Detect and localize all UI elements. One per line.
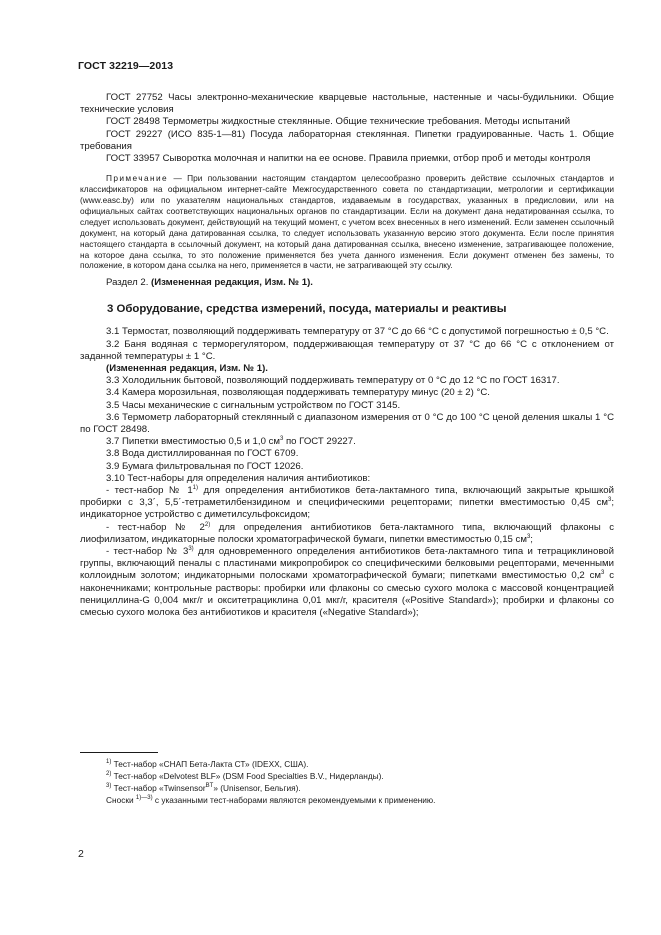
clause-3-8: 3.8 Вода дистиллированная по ГОСТ 6709. (106, 448, 299, 460)
section-3-title: 3 Оборудование, средства измерений, посуда, материалы и реактивы (107, 303, 507, 316)
note-label: Примечание (106, 173, 169, 184)
footnote-mark: 3) (106, 783, 112, 789)
clause-3-10: 3.10 Тест-наборы для определения наличия антибиотиков: (106, 472, 371, 484)
page-number: 2 (78, 848, 84, 860)
test-kit-3-label: - тест-набор № 3 (106, 546, 189, 558)
test-kit-1-tail: ; индикаторное устройство с диметилсульфоксидом; (80, 497, 614, 521)
clause-3-7-tail: по ГОСТ 29227. (283, 436, 356, 448)
test-kit-item-2 (80, 522, 614, 546)
section-ref-prefix: Раздел 2. (106, 277, 152, 289)
footnote-mark: 1) (192, 485, 199, 492)
clause-3-6: 3.6 Термометр лабораторный стеклянный с диапазоном измерения от 0 °С до 100 °С ценой деления шкалы 1 °С по ГОСТ 28498. (80, 411, 614, 435)
section-amendment-line (80, 277, 614, 289)
clause-3-5: 3.5 Часы механические с сигнальным устройством по ГОСТ 3145. (106, 399, 401, 411)
note-paragraph (80, 173, 614, 271)
clause-3-4: 3.4 Камера морозильная, позволяющая поддерживать температуру минус (20 ± 2) °С. (106, 387, 490, 399)
superscript: 1)—3) (135, 795, 153, 801)
footnote-note-text: Сноски (106, 795, 136, 805)
footnotes (80, 758, 614, 806)
test-kit-2-text: для определения антибиотиков бета-лактамного типа, включающий флаконы с лиофилизатом, индикаторные полоски хроматографической бумаги, пипетки вместимостью 0,15 см (80, 521, 614, 545)
superscript: 3 (600, 570, 605, 577)
superscript: 3 (279, 436, 284, 443)
amendment-note: (Измененная редакция, Изм. № 1). (106, 362, 268, 374)
test-kit-item-1 (80, 485, 614, 522)
superscript: BT (205, 783, 214, 789)
footnote-2 (80, 770, 614, 782)
footnote-mark: 2) (106, 771, 112, 777)
reference-item: ГОСТ 29227 (ИСО 835-1—81) Посуда лабораторная стеклянная. Пипетки градуированные. Часть 1. Общие требования (80, 128, 614, 152)
footnote-3-tail: » (Unisensor, Бельгия). (213, 783, 301, 793)
footnote-1-text: Тест-набор «СНАП Бета-Лакта СТ» (IDEXX, США). (111, 759, 309, 769)
clause-3-1: 3.1 Термостат, позволяющий поддерживать температуру от 37 °С до 66 °С с допустимой погрешностью ± 0,5 °С. (106, 326, 609, 338)
clause-3-9: 3.9 Бумага фильтровальная по ГОСТ 12026. (106, 460, 304, 472)
clause-3-7-text: 3.7 Пипетки вместимостью 0,5 и 1,0 см (106, 436, 280, 448)
section-ref-amendment: (Измененная редакция, Изм. № 1). (151, 277, 313, 289)
test-kit-1-text: для определения антибиотиков бета-лактамного типа, включающий закрытые крышкой пробирки с 3,3´, 5,5´-тетраметилбензидином и специфическими рецепторами; пипетки вместимостью 0,45 см (80, 485, 614, 509)
superscript: 3 (526, 533, 531, 540)
reference-item: ГОСТ 28498 Термометры жидкостные стеклянные. Общие технические требования. Методы испытаний (106, 116, 571, 128)
normative-references-list (80, 92, 614, 165)
test-kit-3-text: для одновременного определения антибиотиков бета-лактамного типа и тетрациклиновой группы, включающий пеналы с пластинами микропробирок со специфическими белковыми рецепторами, меченными коллоидным золотом; индикаторными полосками хроматографической бумаги; пипетками вместимостью 0,2 см (80, 546, 614, 582)
clause-3-2: 3.2 Баня водяная с терморегулятором, поддерживающая температуру от 37 °С до 66 °С с отклонением от заданной температуры ± 1 °С. (80, 338, 614, 362)
test-kit-3-tail: с наконечниками; контрольные растворы: пробирки или флаконы со смесью сухого молока с массовой концентрацией пенициллина-G 0,004 мкг/г и окситетрациклина 0,01 мкг/г, красителя («Positive Standard»); пробирки и флаконы со смесью сухого молока без антибиотиков и красителя («Negative Standard»); (80, 570, 614, 619)
section-3-body (80, 326, 614, 619)
footnote-1 (80, 758, 614, 770)
reference-item: ГОСТ 33957 Сыворотка молочная и напитки на ее основе. Правила приемки, отбор проб и методы контроля (106, 153, 591, 165)
test-kit-item-3 (80, 546, 614, 619)
clause-3-3: 3.3 Холодильник бытовой, позволяющий поддерживать температуру от 0 °С до 12 °С по ГОСТ 16317. (106, 375, 560, 387)
footnote-mark: 2) (204, 521, 211, 528)
test-kit-1-label: - тест-набор № 1 (106, 485, 193, 497)
footnote-3 (80, 782, 614, 794)
clause-3-7 (80, 436, 614, 448)
document-header-code: ГОСТ 32219—2013 (78, 60, 174, 72)
reference-item: ГОСТ 27752 Часы электронно-механические кварцевые настольные, настенные и часы-будильники. Общие технические условия (80, 92, 614, 116)
footnote-separator (80, 752, 158, 753)
page-content (80, 92, 614, 619)
footnote-note (80, 794, 614, 806)
superscript: 3 (607, 497, 612, 504)
footnote-mark: 1) (106, 759, 112, 765)
footnote-mark: 3) (188, 546, 194, 553)
test-kit-2-label: - тест-набор № 2 (106, 521, 205, 533)
footnote-3-text: Тест-набор «Twinsensor (111, 783, 206, 793)
note-text: — При пользовании настоящим стандартом целесообразно проверить действие ссылочных стандартов и классификаторов на официальном интернет-сайте Межгосударственного совета по стандартизации, метрологии и сертификации (www.easc.by) или по указателям национальных стандартов, издаваемым в государствах, указанных в предисловии, или на официальных сайтах соответствующих национальных органов по стандартизации. Если на документ дана недатированная ссылка, то следует использовать документ, действующий на текущий момент, с учетом всех внесенных в него изменений. Если заменен ссылочный документ, на который дана датированная ссылка, то следует использовать указанную версию этого документа. Если после принятия настоящего стандарта в ссылочный документ, на который дана датированная ссылка, внесено изменение, затрагивающее положение, на которое дана ссылка, то это положение применяется без учета данного изменения. Если документ отменен без замены, то положение, в котором дана ссылка на него, применяется в части, не затрагивающей эту ссылку. (80, 173, 614, 271)
test-kit-2-tail: ; (530, 533, 533, 545)
footnote-2-text: Тест-набор «Delvotest BLF» (DSM Food Specialties B.V., Нидерланды). (111, 771, 384, 781)
footnote-note-tail: с указанными тест-наборами являются рекомендуемыми к применению. (152, 795, 436, 805)
